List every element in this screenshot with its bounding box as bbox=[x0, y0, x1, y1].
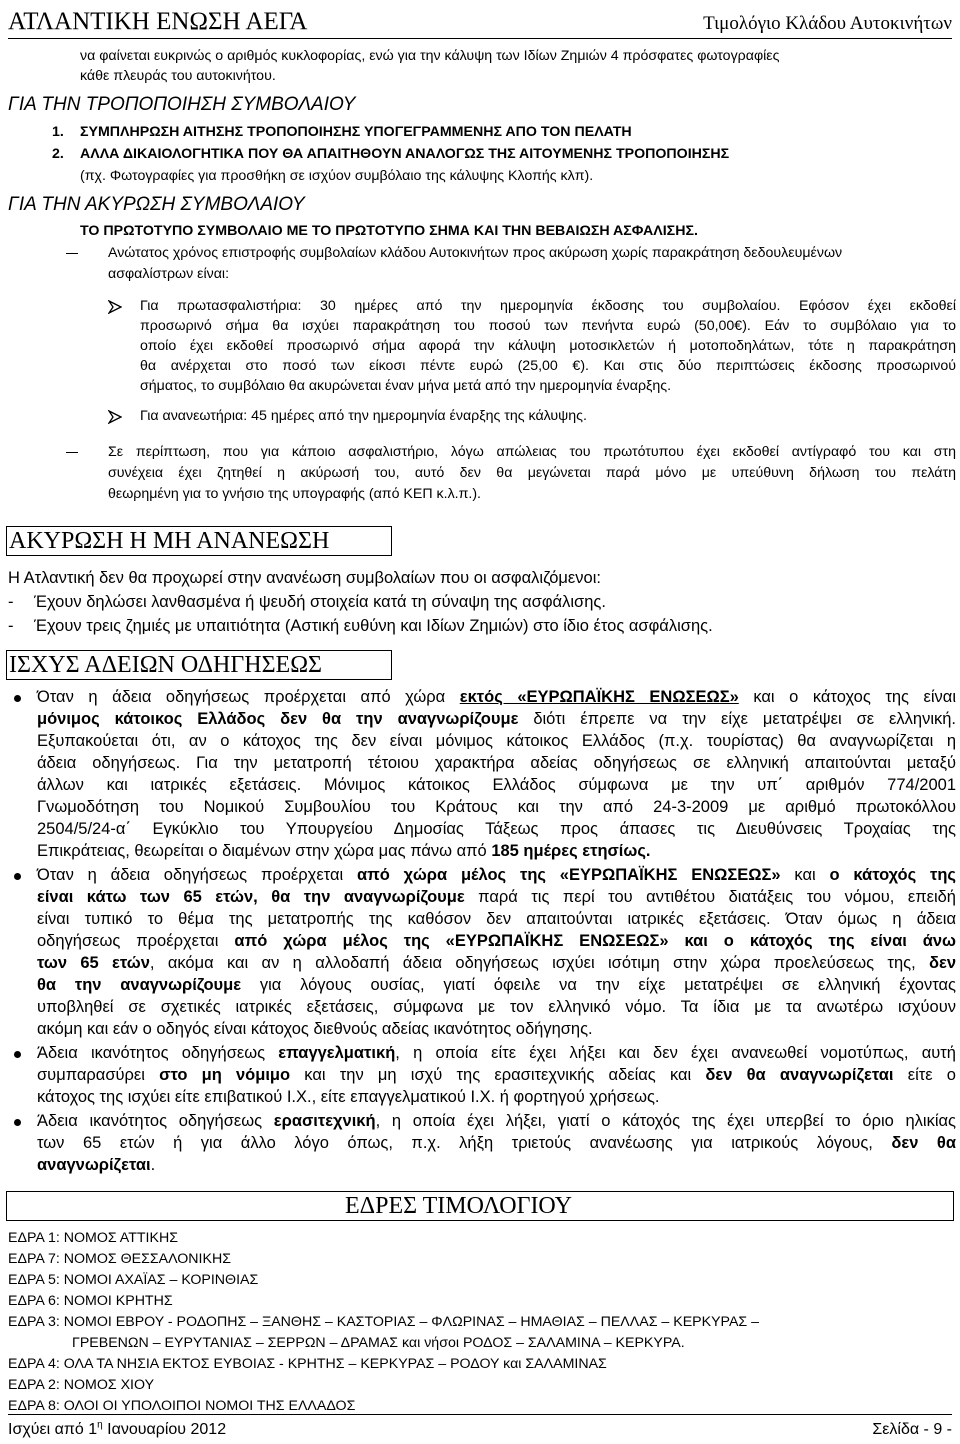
b1-line-2: μόνιμος κάτοικος Ελλάδος δεν θα την αναγνωρίζουμε διότι έπρεπε να την είχε μετατρέψει σε ελληνική. bbox=[37, 710, 957, 728]
arrow-item-1-line-2: προσωρινό σήμα θα ισχύει παρακράτηση του ποσού των πενήντα ευρώ (50,00€). Εάν το συμβόλαιο για το bbox=[140, 318, 956, 334]
nonrenewal-item-2: Έχουν τρεις ζημιές με υπαιτιότητα (Αστική ευθύνη και Ιδίων Ζημιών) στο ίδιο έτος ασφάλισης. bbox=[34, 617, 713, 635]
dash-1-line-2: ασφαλίστρων είναι: bbox=[108, 266, 230, 282]
office-line: ΕΔΡΑ 1: ΝΟΜΟΣ ΑΤΤΙΚΗΣ bbox=[8, 1230, 178, 1246]
b4-line-3: αναγνωρίζεται. bbox=[37, 1156, 156, 1174]
nonrenewal-dash: - bbox=[8, 593, 14, 611]
b2-line-5: των 65 ετών, ακόμα και αν η αλλοδαπή άδεια οδηγήσεως ισχύει ισότιμη στην χώρα προελεύσεως της, δεν bbox=[37, 954, 957, 972]
b3-line-3: κάτοχος της ισχύει είτε επιβατικού Ι.Χ., είτε επαγγελματικού Ι.Χ. ή φορτηγού χρήσεως. bbox=[37, 1088, 660, 1106]
office-line: ΕΔΡΑ 5: ΝΟΜΟΙ ΑΧΑΪΑΣ – ΚΟΡΙΝΘΙΑΣ bbox=[8, 1272, 259, 1288]
b1-line-1: Όταν η άδεια οδηγήσεως προέρχεται από χώρα εκτός «ΕΥΡΩΠΑΪΚΗΣ ΕΝΩΣΕΩΣ» και ο κάτοχος της είναι bbox=[37, 688, 956, 706]
dash-bullet bbox=[66, 253, 78, 254]
dash-2-line-3: θεωρημένη για το γνήσιο της υπογραφής (από ΚΕΠ κ.λ.π.). bbox=[108, 486, 481, 502]
office-line: ΕΔΡΑ 4: ΟΛΑ ΤΑ ΝΗΣΙΑ ΕΚΤΟΣ ΕΥΒΟΙΑΣ - ΚΡΗΤΗΣ – ΚΕΡΚΥΡΑΣ – ΡΟΔΟΥ και ΣΑΛΑΜΙΝΑΣ bbox=[8, 1356, 607, 1372]
b1-line-7: 2504/5/24-α΄ Εγκύκλιο του Υπουργείου Δημοσίας Τάξεως προς άπασες τις Διευθύνσεις Τροχαίας της bbox=[37, 820, 956, 838]
offices-title-bar bbox=[6, 1191, 954, 1221]
office-line: ΕΔΡΑ 8: ΟΛΟΙ ΟΙ ΥΠΟΛΟΙΠΟΙ ΝΟΜΟΙ ΤΗΣ ΕΛΛΑΔΟΣ bbox=[8, 1398, 356, 1414]
licenses-title: ΙΣΧΥΣ ΑΔΕΙΩΝ ΟΔΗΓΗΣΕΩΣ bbox=[9, 652, 322, 678]
company-name: ΑΤΛΑΝΤΙΚΗ ΕΝΩΣΗ ΑΕΓΑ bbox=[8, 8, 308, 35]
b1-line-5: άλλων και ιατρικές εξετάσεις. Μόνιμος κάτοικος Ελλάδος σύμφωνα με την υπ΄ αριθμόν 774/2001 bbox=[37, 776, 956, 794]
mod-item-2-note: (πχ. Φωτογραφίες για προσθήκη σε ισχύον συμβόλαιο της κάλυψης Κλοπής κλπ). bbox=[80, 168, 594, 184]
mod-item-1: ΣΥΜΠΛΗΡΩΣΗ ΑΙΤΗΣΗΣ ΤΡΟΠΟΠΟΙΗΣΗΣ ΥΠΟΓΕΓΡΑΜΜΕΝΗΣ ΑΠΟ ΤΟΝ ΠΕΛΑΤΗ bbox=[80, 124, 632, 140]
page-number: Σελίδα - 9 - bbox=[872, 1421, 952, 1438]
arrow-item-2: Για ανανεωτήρια: 45 ημέρες από την ημερομηνία έναρξης της κάλυψης. bbox=[140, 408, 587, 424]
b2-line-4: οδηγήσεως προέρχεται από χώρα μέλος της «ΕΥΡΩΠΑΪΚΗΣ ΕΝΩΣΕΩΣ» και ο κάτοχός της είναι άνω bbox=[37, 932, 956, 950]
b1-line-8: Επικράτειας, θεωρείται ο διαμένων στην χώρα μας πάνω από 185 ημέρες ετησίως. bbox=[37, 842, 651, 860]
offices-title: ΕΔΡΕΣ ΤΙΜΟΛΟΓΙΟΥ bbox=[345, 1193, 572, 1219]
b3-line-1: Άδεια ικανότητος οδηγήσεως επαγγελματική, η οποία είτε έχει λήξει και δεν έχει ανανεωθεί νομοτύπως, αυτή bbox=[37, 1044, 956, 1062]
dash-2-line-2: συνέχεια έχει ζητηθεί η ακύρωσή του, αυτό δεν θα μεγώνεται παρά μόνο με υπεύθυνη δήλωση του πελάτη bbox=[108, 465, 956, 481]
nonrenewal-item-1: Έχουν δηλώσει λανθασμένα ή ψευδή στοιχεία κατά τη σύναψη της ασφάλισης. bbox=[34, 593, 606, 611]
b1-line-4: άδεια οδηγήσεως. Για την μετατροπή τέτοιου χαρακτήρα αδείας οδηγήσεως σε ελληνική απαιτούνται μεταξύ bbox=[37, 754, 956, 772]
modification-heading: ΓΙΑ ΤΗΝ ΤΡΟΠΟΠΟΙΗΣΗ ΣΥΜΒΟΛΑΙΟΥ bbox=[8, 94, 356, 115]
intro-line-1: να φαίνεται ευκρινώς ο αριθμός κυκλοφορίας, ενώ για την κάλυψη των Ιδίων Ζημιών 4 πρόσφατες φωτογραφίες bbox=[80, 48, 780, 64]
arrow-item-1-line-1: Για πρωτασφαλιστήρια: 30 ημέρες από την ημερομηνία έκδοσης του συμβολαίου. Εφόσον έχει εκδοθεί bbox=[140, 298, 956, 314]
nonrenewal-dash: - bbox=[8, 617, 14, 635]
b3-line-2: συμπαρασύρει στο μη νόμιμο και την μη ισχύ της ερασιτεχνικής αδείας και δεν θα αναγνωρίζεται είτε ο bbox=[37, 1066, 956, 1084]
b2-line-1: Όταν η άδεια οδηγήσεως προέρχεται από χώρα μέλος της «ΕΥΡΩΠΑΪΚΗΣ ΕΝΩΣΕΩΣ» και ο κάτοχός της bbox=[37, 866, 957, 884]
arrow-bullet-icon bbox=[108, 300, 122, 314]
b4-line-2: των 65 ετών ή για άλλο λόγο όπως, π.χ. λήξη τριετούς ανανέωσης για ιατρικούς λόγους, δεν θα bbox=[37, 1134, 956, 1152]
bullet-dot bbox=[14, 695, 21, 702]
b2-line-3: είναι τυπικό το θέμα της μετατροπής της καθόσον δεν απαιτούνται ιατρικές εξετάσεις. Όταν όμως η άδεια bbox=[37, 910, 956, 928]
intro-line-2: κάθε πλευράς του αυτοκινήτου. bbox=[80, 68, 276, 84]
cancellation-required-docs: ΤΟ ΠΡΩΤΟΤΥΠΟ ΣΥΜΒΟΛΑΙΟ ΜΕ ΤΟ ΠΡΩΤΟΤΥΠΟ ΣΗΜΑ ΚΑΙ ΤΗΝ ΒΕΒΑΙΩΣΗ ΑΣΦΑΛΙΣΗΣ. bbox=[80, 223, 698, 239]
cancellation-heading: ΓΙΑ ΤΗΝ ΑΚΥΡΩΣΗ ΣΥΜΒΟΛΑΙΟΥ bbox=[8, 194, 305, 215]
bullet-dot bbox=[14, 873, 21, 880]
office-line: ΕΔΡΑ 6: ΝΟΜΟΙ ΚΡΗΤΗΣ bbox=[8, 1293, 173, 1309]
document-title: Τιμολόγιο Κλάδου Αυτοκινήτων bbox=[703, 13, 952, 34]
b2-line-6: θα την αναγνωρίζουμε για λόγους ουσίας, γιατί όφειλε να την είχε μετατρέψει σε ελληνική έχοντας bbox=[37, 976, 956, 994]
page-footer bbox=[8, 1414, 952, 1441]
office-line: ΕΔΡΑ 3: ΝΟΜΟΙ ΕΒΡΟΥ - ΡΟΔΟΠΗΣ – ΞΑΝΘΗΣ – ΚΑΣΤΟΡΙΑΣ – ΦΛΩΡΙΝΑΣ – ΗΜΑΘΙΑΣ – ΠΕΛΛΑΣ – ΚΕΡΚΥΡΑΣ – bbox=[8, 1314, 760, 1330]
bullet-dot bbox=[14, 1119, 21, 1126]
arrow-item-1-line-5: σήματος, το συμβόλαιο θα ακυρώνεται έναν μήνα μετά από την ημερομηνία έναρξης. bbox=[140, 378, 672, 394]
nonrenewal-intro: Η Ατλαντική δεν θα προχωρεί στην ανανέωση συμβολαίων που οι ασφαλιζόμενοι: bbox=[8, 569, 601, 587]
licenses-title-bar bbox=[6, 650, 392, 680]
dash-2-line-1: Σε περίπτωση, που για κάποιο ασφαλιστήριο, λόγω απώλειας του πρωτότυπου έχει εκδοθεί αντίγραφό του και στη bbox=[108, 444, 956, 460]
nonrenewal-title: ΑΚΥΡΩΣΗ Η ΜΗ ΑΝΑΝΕΩΣΗ bbox=[9, 528, 330, 554]
dash-1-line-1: Ανώτατος χρόνος επιστροφής συμβολαίων κλάδου Αυτοκινήτων προς ακύρωση χωρίς παρακράτηση δεδουλευμένων bbox=[108, 245, 843, 261]
mod-item-1-number: 1. bbox=[52, 124, 64, 140]
b1-line-6: Γνωμοδότηση του Νομικού Συμβουλίου του Κράτους και την από 24-3-2009 με αριθμό πρωτοκόλλου bbox=[37, 798, 956, 816]
b4-line-1: Άδεια ικανότητος οδηγήσεως ερασιτεχνική, η οποία έχει λήξει, γιατί ο κάτοχός της έχει υπερβεί το όριο ηλικίας bbox=[37, 1112, 957, 1130]
arrow-item-1-line-4: θα ανέρχεται στο ποσό των είκοσι πέντε ευρώ (25,00 €). Και στις δύο περιπτώσεις έκδοσης προσωρινού bbox=[140, 358, 956, 374]
b1-line-3: Εξυπακούεται ότι, αν ο κάτοχος της δεν είναι μόνιμος κάτοικος Ελλάδος (π.χ. τουρίστας) θα αναγνωρίζεται η bbox=[37, 732, 956, 750]
bullet-dot bbox=[14, 1051, 21, 1058]
arrow-bullet-icon bbox=[108, 410, 122, 424]
dash-bullet bbox=[66, 452, 78, 453]
b2-line-2: είναι κάτω των 65 ετών, θα την αναγνωρίζουμε παρά τις περί του αντιθέτου διατάξεις του νόμου, επειδή bbox=[37, 888, 956, 906]
office-line: ΕΔΡΑ 7: ΝΟΜΟΣ ΘΕΣΣΑΛΟΝΙΚΗΣ bbox=[8, 1251, 231, 1267]
arrow-item-1-line-3: οποίο έχει εκδοθεί προσωρινό σήμα αφορά την κάλυψη μοτοσικλετών ή μοτοποδηλάτων, τότε η παρακράτηση bbox=[140, 338, 956, 354]
mod-item-2: ΑΛΛΑ ΔΙΚΑΙΟΛΟΓΗΤΙΚΑ ΠΟΥ ΘΑ ΑΠΑΙΤΗΘΟΥΝ ΑΝΑΛΟΓΩΣ ΤΗΣ ΑΙΤΟΥΜΕΝΗΣ ΤΡΟΠΟΠΟΙΗΣΗΣ bbox=[80, 146, 730, 162]
effective-date: Ισχύει από $1^\eta$ Ιανουαρίου 2012 bbox=[8, 1419, 227, 1438]
nonrenewal-title-bar bbox=[6, 526, 392, 556]
page-header bbox=[8, 6, 952, 39]
b2-line-8: ακόμη και εάν ο οδηγός είναι κάτοχος διεθνούς αδείας ικανότητος οδήγησης. bbox=[37, 1020, 593, 1038]
office-line: ΕΔΡΑ 2: ΝΟΜΟΣ ΧΙΟΥ bbox=[8, 1377, 155, 1393]
office-line: ΓΡΕΒΕΝΩΝ – ΕΥΡΥΤΑΝΙΑΣ – ΣΕΡΡΩΝ – ΔΡΑΜΑΣ και νήσοι ΡΟΔΟΣ – ΣΑΛΑΜΙΝΑ – ΚΕΡΚΥΡΑ. bbox=[72, 1335, 685, 1351]
b2-line-7: υποβληθεί σε σχετικές ιατρικές εξετάσεις, σύμφωνα με τον ελληνικό νόμο. Τα ίδια με τα ανωτέρω ισχύουν bbox=[37, 998, 956, 1016]
mod-item-2-number: 2. bbox=[52, 146, 64, 162]
